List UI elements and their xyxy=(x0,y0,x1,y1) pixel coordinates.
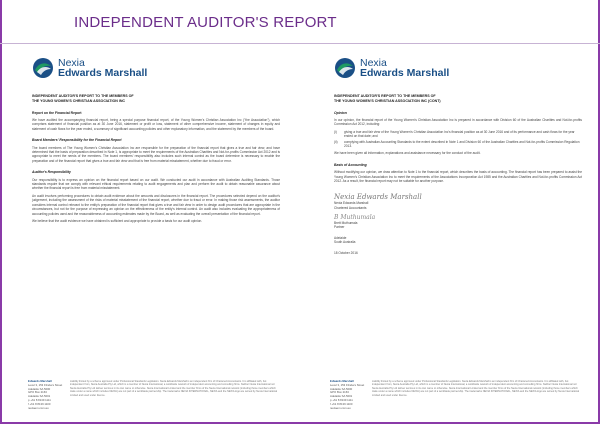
footer-legal: Liability limited by a scheme approved under Professional Standards Legislation. Nexia Edwards Marshall is an independent firm of Chartered Accountants. It is affiliated with, but independent from, Nexia Australia Pty Ltd, which is a member of Nexia International, a worldwide network of independent accounting and consulting firms. Neither Nexia International nor Nexia Australia Pty Ltd deliver services in its own name or otherwise. Nexia International Limited and the member firms of the Nexia International network (including those members which trade under a name which includes NEXIA) are not part of a worldwide partnership. The trademarks NEXIA INTERNATIONAL, NEXIA and the NEXIA logo are owned by Nexia International Limited and used under licence. xyxy=(372,380,580,397)
section-title: Report on the Financial Report xyxy=(32,110,82,115)
paragraph: In our opinion, the financial report of the Young Women's Christian Association Inc is prepared in accordance with Division 60 of the Australian Charities and Not-for-profits Commission Act 2012, including: xyxy=(334,118,582,127)
report-heading-line: INDEPENDENT AUDITOR'S REPORT TO THE MEMBERS OF xyxy=(32,94,134,98)
paragraph: The board members of The Young Women's Christian Association Inc are responsible for the preparation of the financial report that gives a true and fair view, and have determined that the basis of preparation described in Note 1, is appropriate to meet the requirements of the Australian Charities and Not-for-profits Commission Act 2012 and is appropriate to meet the needs of the members. The board members' responsibility also includes such internal control as the board determine is necessary to enable the preparation and of the financial report that gives a true and fair view and that is free from material misstatement, whether due to fraud or error. xyxy=(32,145,280,163)
logo-nexia-text: Nexia xyxy=(360,57,387,69)
paragraph: We believe that the audit evidence we have obtained is sufficient and appropriate to provide a basis for our audit opinion. xyxy=(32,218,203,223)
city: Adelaide xyxy=(334,235,347,240)
paragraph: We have been given all information, explanations and assistance necessary for the conduct of the audit. xyxy=(334,151,481,156)
footer-line: Adelaide SA 5001 xyxy=(330,394,353,399)
section-title: Opinion xyxy=(334,110,347,115)
report-heading xyxy=(32,94,280,104)
firm-signature: Nexia Edwards Marshall xyxy=(334,193,422,202)
page-footer xyxy=(330,380,590,410)
footer-line: GPO Box 2163 xyxy=(330,390,349,395)
page-footer xyxy=(28,380,288,410)
section-title: Basis of Accounting xyxy=(334,162,367,167)
report-page-1 xyxy=(4,50,294,420)
title-bar xyxy=(0,0,600,44)
footer-line: p +61 8 8139 1111 xyxy=(28,397,51,402)
partner-signature: B Muthumala xyxy=(334,213,376,221)
list-item xyxy=(334,130,582,139)
report-heading-line: INDEPENDENT AUDITOR'S REPORT TO THE MEMBERS OF xyxy=(334,94,436,98)
report-heading xyxy=(334,94,582,104)
logo-edwards-text: Edwards Marshall xyxy=(58,67,148,79)
section-title: Board Members' Responsibility for the Financial Report xyxy=(32,138,122,143)
paragraph: Our responsibility is to express an opinion on the financial report based on our audit. We conducted our audit in accordance with Australian Auditing Standards. Those standards require that we comply with relevant ethical requirements relating to audit engagements and plan and perform the audit to obtain reasonable assurance about whether the financial report is free from material misstatement. xyxy=(32,177,280,191)
footer-line: nexiaem.com.au xyxy=(330,405,351,410)
list-text: giving a true and fair view of the Young Women's Christian Association Inc's financial position as at 30 June 2016 and of its performance and cash flows for the year ended on that date; and xyxy=(344,129,575,139)
footer-line: GPO Box 2163 xyxy=(28,390,47,395)
nexia-logo-icon xyxy=(334,57,356,79)
footer-line: Adelaide SA 5000 xyxy=(330,386,353,391)
partner-name: Brett Muthumala xyxy=(334,220,358,225)
logo-edwards-text: Edwards Marshall xyxy=(360,67,450,79)
nexia-logo xyxy=(334,56,582,80)
list-marker: (i) xyxy=(334,129,337,134)
footer-line: f +61 8 8139 1100 xyxy=(28,401,51,406)
footer-firm: Edwards Marshall xyxy=(28,379,52,383)
footer-legal: Liability limited by a scheme approved under Professional Standards Legislation. Nexia Edwards Marshall is an independent firm of Chartered Accountants. It is affiliated with, but independent from, Nexia Australia Pty Ltd, which is a member of Nexia International, a worldwide network of independent accounting and consulting firms. Neither Nexia International nor Nexia Australia Pty Ltd deliver services in its own name or otherwise. Nexia International Limited and the member firms of the Nexia International network (including those members which trade under a name which includes NEXIA) are not part of a worldwide partnership. The trademarks NEXIA INTERNATIONAL, NEXIA and the NEXIA logo are owned by Nexia International Limited and used under licence. xyxy=(70,380,278,397)
footer-line: nexiaem.com.au xyxy=(28,405,49,410)
nexia-logo-icon xyxy=(32,57,54,79)
paragraph: We have audited the accompanying financial report, being a special purpose financial report, of the Young Women's Christian Association Inc ("the Association"), which comprises statement of financial position as at 30 June 2016, statement or profit or loss, statement of other comprehensive income, statement of changes in equity and statement of cash flows for the year ended, a summary of significant accounting policies and other explanatory information, and the statement by the members of the board. xyxy=(32,118,280,131)
footer-line: Level 3, 153 Flinders Street xyxy=(28,382,63,387)
report-page-2 xyxy=(306,50,596,420)
report-heading-line: THE YOUNG WOMEN'S CHRISTIAN ASSOCIATION INC (CONT) xyxy=(334,98,441,103)
opinion-list xyxy=(334,130,582,149)
footer-line: f +61 8 8139 1100 xyxy=(330,401,353,406)
firm-name: Nexia Edwards Marshall xyxy=(334,201,369,206)
footer-firm: Edwards Marshall xyxy=(330,379,354,383)
footer-line: Level 3, 153 Flinders Street xyxy=(330,382,365,387)
footer-line: p +61 8 8139 1111 xyxy=(330,397,353,402)
logo-nexia-text: Nexia xyxy=(58,57,85,69)
state: South Australia xyxy=(334,240,356,245)
nexia-logo xyxy=(32,56,280,80)
footer-address xyxy=(330,380,372,410)
footer-line: Adelaide SA 5000 xyxy=(28,386,51,391)
section-title: Auditor's Responsibility xyxy=(32,170,71,175)
list-text: complying with Australian Accounting Standards to the extent described in Note 1 and Division 60 of the Australian Charities and Not-for-profits Commission Regulation 2013. xyxy=(344,139,580,149)
partner-title: Partner xyxy=(334,225,345,230)
paragraph: Without modifying our opinion, we draw attention to Note 1 to the financial report, which describes the basis of accounting. The financial report has been prepared to assist the Young Women's Christian Association Inc to meet the requirements of the Associations Incorporation Act 1985 and the Australian Charities and Not-for-profits Commission Act 2012. As a result, the financial report may not be suitable for another purpose. xyxy=(334,170,582,184)
firm-type: Chartered Accountants xyxy=(334,206,367,211)
report-heading-line: THE YOUNG WOMEN'S CHRISTIAN ASSOCIATION INC xyxy=(32,98,126,103)
list-item xyxy=(334,140,582,149)
list-marker: (ii) xyxy=(334,139,338,144)
paragraph: An audit involves performing procedures to obtain audit evidence about the amounts and disclosures in the financial report. The procedures selected depend on the auditor's judgement, including the assessment of the risks of material misstatement of the financial report, whether due to fraud or error. In making those risk assessments, the auditor considers internal control relevant to the entity's preparation of the financial report that gives a true and fair view in order to design audit procedures that are appropriate in the circumstances, but not for the purpose of expressing an opinion on the effectiveness of the entity's internal control. An audit also includes evaluating the appropriateness of accounting policies used and the reasonableness of accounting estimates made by the Board, as well as evaluating the overall presentation of the financial report. xyxy=(32,193,280,216)
footer-line: Adelaide SA 5001 xyxy=(28,394,51,399)
footer-address xyxy=(28,380,70,410)
report-date: 18 October 2016 xyxy=(334,251,358,256)
slide-title: INDEPENDENT AUDITOR'S REPORT xyxy=(74,14,337,31)
